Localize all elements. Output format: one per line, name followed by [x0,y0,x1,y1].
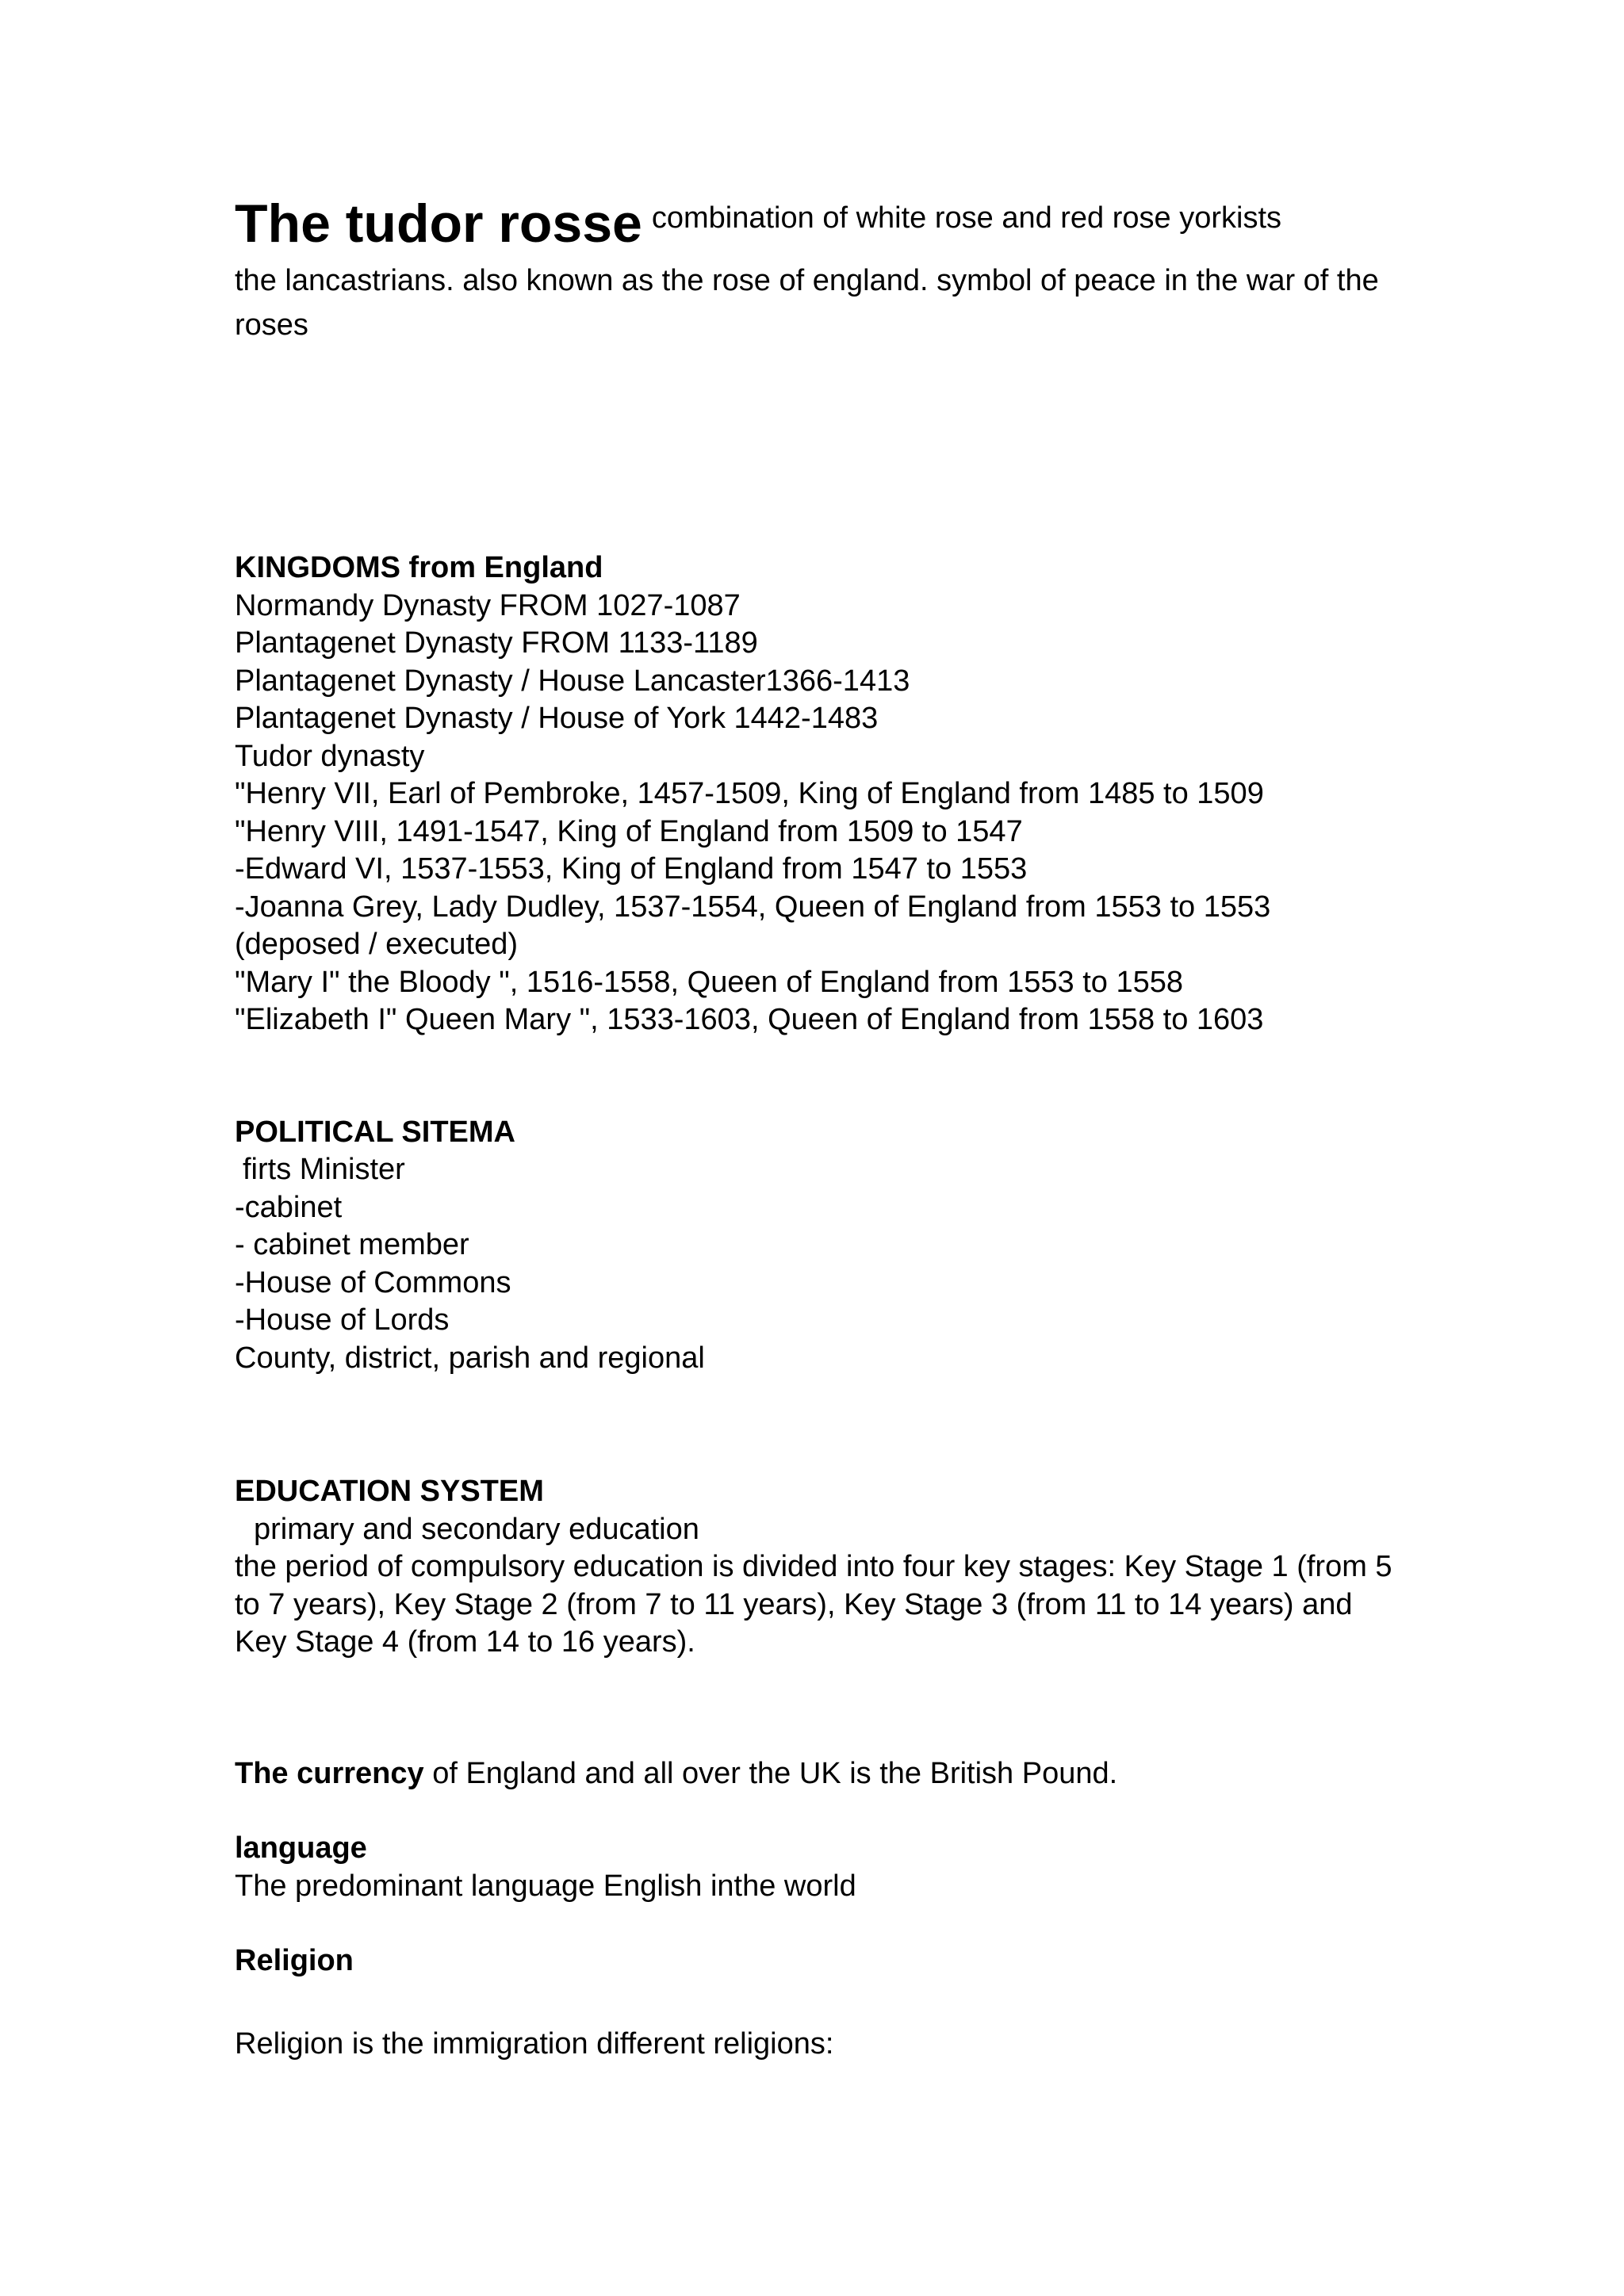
political-item: -House of Commons [235,1265,511,1299]
kingdom-item: "Henry VIII, 1491-1547, King of England from 1509 to 1547 [235,814,1023,848]
political-item: - cabinet member [235,1228,469,1261]
language-section [235,1830,1424,1905]
religion-section [235,1942,1424,2063]
education-section [235,1473,1424,1662]
kingdom-item: Normandy Dynasty FROM 1027-1087 [235,588,741,622]
religion-heading: Religion [235,1944,354,1977]
currency-paragraph [235,1755,1424,1793]
title-line [235,190,1424,257]
kingdom-item: -Edward VI, 1537-1553, King of England from 1547 to 1553 [235,852,1028,886]
currency-section [235,1755,1424,1793]
kingdom-item: "Mary I" the Bloody ", 1516-1558, Queen of England from 1553 to 1558 [235,965,1184,999]
language-heading: language [235,1831,367,1865]
kingdoms-heading: KINGDOMS from England [235,551,603,584]
political-item: -House of Lords [235,1303,450,1337]
education-body: the period of compulsory education is divided into four key stages: Key Stage 1 (from 5 to 7 years), Key Stage 2 (from 7 to 11 years), Key Stage 3 (from 11 to 14 years) and Key Stage 4 (from 14 to 16 years). [235,1550,1392,1659]
education-heading: EDUCATION SYSTEM [235,1475,544,1508]
kingdom-item: (deposed / executed) [235,928,519,961]
document-page [235,190,1424,2063]
political-item: firts Minister [243,1153,405,1186]
kingdom-item: "Henry VII, Earl of Pembroke, 1457-1509, King of England from 1485 to 1509 [235,777,1264,810]
title-superscript: combination of white rose and red rose yorkists [651,201,1282,235]
kingdom-item: Tudor dynasty [235,739,425,773]
page-title: The tudor rosse [235,193,642,254]
kingdom-item: Plantagenet Dynasty / House Lancaster1366-1413 [235,664,910,698]
education-subheading: primary and secondary education [254,1512,699,1546]
political-heading: POLITICAL SITEMA [235,1115,515,1149]
political-item: County, district, parish and regional [235,1341,705,1375]
kingdom-item: "Elizabeth I" Queen Mary ", 1533-1603, Queen of England from 1558 to 1603 [235,1003,1264,1036]
political-section [235,1114,1424,1378]
kingdom-item: Plantagenet Dynasty / House of York 1442-1483 [235,702,879,735]
kingdoms-section [235,549,1424,1039]
intro-paragraph: the lancastrians. also known as the rose of england. symbol of peace in the war of the roses [235,264,1379,342]
currency-label: The currency [235,1756,424,1790]
kingdom-item: Plantagenet Dynasty FROM 1133-1189 [235,626,758,660]
religion-body: Religion is the immigration different religions: [235,2026,834,2061]
currency-text: of England and all over the UK is the British Pound. [423,1756,1118,1790]
political-item: -cabinet [235,1190,343,1224]
language-body: The predominant language English inthe world [235,1869,856,1903]
kingdom-item: -Joanna Grey, Lady Dudley, 1537-1554, Queen of England from 1553 to 1553 [235,890,1271,924]
